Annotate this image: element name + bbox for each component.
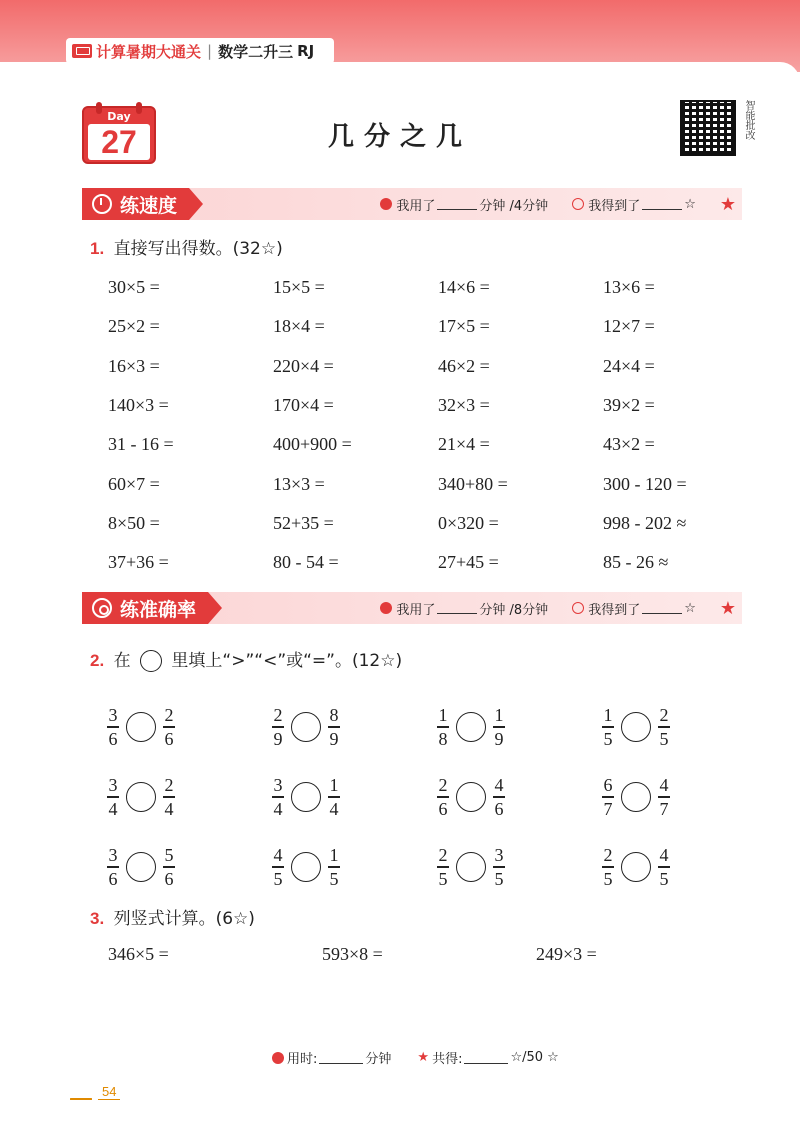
numerator: 2 xyxy=(164,705,174,726)
numerator: 3 xyxy=(108,775,118,796)
score-suffix: ☆ xyxy=(684,600,696,616)
fraction-bar xyxy=(602,726,614,728)
section-meta xyxy=(380,194,742,215)
denominator: 5 xyxy=(273,868,283,889)
arithmetic-item: 21×4 = xyxy=(438,434,490,455)
grade-label: 数学二升三 xyxy=(218,42,294,61)
fraction-compare-item xyxy=(601,832,766,902)
fraction-compare-item xyxy=(271,832,436,902)
question-number: 1. xyxy=(90,239,105,258)
flame-icon xyxy=(380,602,392,614)
qr-caption: 智能批改 xyxy=(743,100,754,140)
time-used-blank[interactable] xyxy=(437,198,477,210)
fraction xyxy=(162,845,176,889)
fraction xyxy=(492,705,506,749)
fraction-compare-item xyxy=(271,762,436,832)
fraction-bar xyxy=(602,866,614,868)
edition-label: RJ xyxy=(297,42,315,60)
denominator: 6 xyxy=(108,868,118,889)
question-text: 直接写出得数。(32☆) xyxy=(113,239,283,259)
fraction xyxy=(436,775,450,819)
denominator: 5 xyxy=(438,868,448,889)
target-icon xyxy=(92,598,112,618)
time-used-prefix: 我用了 xyxy=(396,602,436,618)
time-unit: 分钟 xyxy=(365,1052,392,1067)
numerator: 2 xyxy=(659,705,669,726)
fraction xyxy=(601,775,615,819)
fraction-bar xyxy=(272,796,284,798)
arithmetic-item: 60×7 = xyxy=(108,473,160,494)
footer-summary xyxy=(272,1048,559,1067)
arithmetic-item: 31 - 16 = xyxy=(108,434,174,455)
fraction-bar xyxy=(493,796,505,798)
time-used-prefix: 我用了 xyxy=(396,198,436,214)
denominator: 6 xyxy=(494,798,504,819)
fraction-compare-item xyxy=(601,692,766,762)
arithmetic-item: 0×320 = xyxy=(438,512,499,533)
denominator: 8 xyxy=(438,728,448,749)
clock-icon xyxy=(272,1052,284,1064)
arithmetic-item: 13×3 = xyxy=(273,473,325,494)
score-suffix: ☆ xyxy=(684,196,696,212)
fraction-compare-item xyxy=(436,762,601,832)
arithmetic-item: 998 - 202 ≈ xyxy=(603,512,687,533)
denominator: 4 xyxy=(273,798,283,819)
fraction xyxy=(436,705,450,749)
fraction-bar xyxy=(107,796,119,798)
fraction xyxy=(271,705,285,749)
answer-circle[interactable] xyxy=(621,712,651,742)
question-2-heading xyxy=(90,646,402,672)
question-number: 3. xyxy=(90,909,105,928)
arithmetic-item: 25×2 = xyxy=(108,316,160,337)
arithmetic-item: 39×2 = xyxy=(603,395,655,416)
fraction-compare-grid xyxy=(106,692,726,902)
fraction xyxy=(657,845,671,889)
fraction xyxy=(106,845,120,889)
fraction xyxy=(327,775,341,819)
fraction-compare-item xyxy=(436,692,601,762)
section-tab-speed xyxy=(82,188,189,220)
sun-icon xyxy=(70,1084,92,1100)
answer-circle[interactable] xyxy=(456,782,486,812)
page-title: 几分之几 xyxy=(327,122,472,152)
numerator: 1 xyxy=(329,845,339,866)
question-text-before: 在 xyxy=(113,651,131,671)
denominator: 9 xyxy=(329,728,339,749)
section-bar-speed xyxy=(82,188,742,220)
answer-circle[interactable] xyxy=(126,852,156,882)
denominator: 4 xyxy=(329,798,339,819)
fraction xyxy=(106,705,120,749)
answer-circle[interactable] xyxy=(126,782,156,812)
answer-circle[interactable] xyxy=(456,852,486,882)
arithmetic-item: 80 - 54 = xyxy=(273,552,339,573)
score-blank[interactable] xyxy=(642,602,682,614)
numerator: 1 xyxy=(494,705,504,726)
fraction xyxy=(162,775,176,819)
fraction-compare-item xyxy=(106,692,271,762)
arithmetic-item: 170×4 = xyxy=(273,395,334,416)
total-blank[interactable] xyxy=(464,1052,508,1064)
denominator: 5 xyxy=(659,728,669,749)
numerator: 4 xyxy=(494,775,504,796)
arithmetic-item: 14×6 = xyxy=(438,277,490,298)
section-meta xyxy=(380,598,742,619)
numerator: 5 xyxy=(164,845,174,866)
fraction-bar xyxy=(107,866,119,868)
denominator: 7 xyxy=(603,798,613,819)
arithmetic-item: 300 - 120 = xyxy=(603,473,687,494)
numerator: 3 xyxy=(494,845,504,866)
denominator: 5 xyxy=(603,868,613,889)
arithmetic-item: 15×5 = xyxy=(273,277,325,298)
fraction-compare-item xyxy=(436,832,601,902)
arithmetic-grid xyxy=(108,268,708,582)
fraction-bar xyxy=(328,796,340,798)
denominator: 5 xyxy=(659,868,669,889)
fraction xyxy=(657,705,671,749)
time-used xyxy=(380,195,548,214)
fraction-bar xyxy=(272,726,284,728)
answer-circle[interactable] xyxy=(291,852,321,882)
numerator: 4 xyxy=(659,775,669,796)
fraction-bar xyxy=(658,796,670,798)
page-number xyxy=(70,1084,120,1100)
arithmetic-item: 400+900 = xyxy=(273,434,352,455)
score-prefix: 我得到了 xyxy=(588,602,641,618)
numerator: 8 xyxy=(329,705,339,726)
time-used-suffix: 分钟 /8分钟 xyxy=(479,602,549,618)
answer-circle[interactable] xyxy=(621,852,651,882)
fraction xyxy=(162,705,176,749)
fraction xyxy=(271,845,285,889)
vertical-calc-item: 346×5 = xyxy=(108,944,169,964)
numerator: 2 xyxy=(273,705,283,726)
fraction-bar xyxy=(437,726,449,728)
arithmetic-item: 18×4 = xyxy=(273,316,325,337)
answer-circle[interactable] xyxy=(291,712,321,742)
denominator: 4 xyxy=(108,798,118,819)
fraction-bar xyxy=(163,726,175,728)
numerator: 1 xyxy=(438,705,448,726)
header-tag xyxy=(66,38,334,64)
flame-icon xyxy=(380,198,392,210)
fraction-bar xyxy=(163,796,175,798)
time-blank[interactable] xyxy=(319,1052,363,1064)
fraction xyxy=(492,845,506,889)
arithmetic-item: 17×5 = xyxy=(438,316,490,337)
numerator: 3 xyxy=(108,845,118,866)
book-icon xyxy=(72,44,92,58)
fraction xyxy=(271,775,285,819)
time-label: 用时: xyxy=(287,1052,318,1067)
fraction xyxy=(106,775,120,819)
numerator: 2 xyxy=(438,775,448,796)
fraction-compare-item xyxy=(271,692,436,762)
denominator: 5 xyxy=(329,868,339,889)
time-used-blank[interactable] xyxy=(437,602,477,614)
arithmetic-item: 43×2 = xyxy=(603,434,655,455)
day-label: Day xyxy=(107,110,131,123)
section-bar-accuracy xyxy=(82,592,742,624)
day-number: 27 xyxy=(88,124,150,160)
question-1-heading xyxy=(90,234,283,259)
arithmetic-item: 220×4 = xyxy=(273,355,334,376)
score-earned xyxy=(572,195,696,214)
fraction-bar xyxy=(493,726,505,728)
denominator: 6 xyxy=(108,728,118,749)
arithmetic-item: 140×3 = xyxy=(108,395,169,416)
numerator: 1 xyxy=(329,775,339,796)
denominator: 6 xyxy=(438,798,448,819)
numerator: 1 xyxy=(603,705,613,726)
star-icon: ★ xyxy=(719,597,736,619)
stopwatch-icon xyxy=(92,194,112,214)
question-number: 2. xyxy=(90,651,105,670)
check-icon xyxy=(572,602,584,614)
numerator: 6 xyxy=(603,775,613,796)
answer-circle[interactable] xyxy=(621,782,651,812)
fraction-bar xyxy=(163,866,175,868)
fraction-bar xyxy=(328,726,340,728)
arithmetic-item: 52+35 = xyxy=(273,512,334,533)
score-prefix: 我得到了 xyxy=(588,198,641,214)
denominator: 5 xyxy=(494,868,504,889)
fraction-compare-item xyxy=(106,832,271,902)
fraction-bar xyxy=(437,866,449,868)
arithmetic-item: 85 - 26 ≈ xyxy=(603,552,669,573)
fraction xyxy=(327,705,341,749)
fraction-bar xyxy=(658,866,670,868)
numerator: 2 xyxy=(438,845,448,866)
arithmetic-item: 24×4 = xyxy=(603,355,655,376)
section-name: 练准确率 xyxy=(120,598,197,621)
series-title: 计算暑期大通关 xyxy=(96,42,202,61)
answer-circle[interactable] xyxy=(456,712,486,742)
arithmetic-item: 13×6 = xyxy=(603,277,655,298)
fraction-bar xyxy=(658,726,670,728)
arithmetic-item: 30×5 = xyxy=(108,277,160,298)
total-suffix: ☆/50 ☆ xyxy=(510,1050,559,1065)
numerator: 2 xyxy=(603,845,613,866)
fraction xyxy=(436,845,450,889)
denominator: 9 xyxy=(273,728,283,749)
fraction-bar xyxy=(493,866,505,868)
fraction xyxy=(601,705,615,749)
arithmetic-item: 340+80 = xyxy=(438,473,508,494)
arithmetic-item: 32×3 = xyxy=(438,395,490,416)
arithmetic-item: 12×7 = xyxy=(603,316,655,337)
arithmetic-item: 8×50 = xyxy=(108,512,160,533)
answer-circle[interactable] xyxy=(126,712,156,742)
denominator: 9 xyxy=(494,728,504,749)
numerator: 3 xyxy=(108,705,118,726)
header-curve xyxy=(0,62,800,82)
vertical-calc-item: 593×8 = xyxy=(322,944,383,964)
numerator: 3 xyxy=(273,775,283,796)
section-name: 练速度 xyxy=(120,194,178,217)
fraction-bar xyxy=(602,796,614,798)
fraction xyxy=(492,775,506,819)
arithmetic-item: 46×2 = xyxy=(438,355,490,376)
fraction-bar xyxy=(437,796,449,798)
fraction-bar xyxy=(328,866,340,868)
star-icon: ★ xyxy=(417,1050,430,1065)
denominator: 6 xyxy=(164,868,174,889)
arithmetic-item: 16×3 = xyxy=(108,355,160,376)
question-text-after: 里填上“>”“<”或“=”。(12☆) xyxy=(171,651,403,671)
arithmetic-item: 27+45 = xyxy=(438,552,499,573)
fraction xyxy=(327,845,341,889)
fraction xyxy=(601,845,615,889)
time-used-suffix: 分钟 /4分钟 xyxy=(479,198,549,214)
answer-circle[interactable] xyxy=(291,782,321,812)
denominator: 6 xyxy=(164,728,174,749)
fraction-bar xyxy=(107,726,119,728)
total-label: 共得: xyxy=(432,1052,463,1067)
score-earned xyxy=(572,599,696,618)
numerator: 2 xyxy=(164,775,174,796)
qr-code[interactable] xyxy=(680,100,736,156)
check-icon xyxy=(572,198,584,210)
section-tab-accuracy xyxy=(82,592,208,624)
numerator: 4 xyxy=(273,845,283,866)
question-text: 列竖式计算。(6☆) xyxy=(113,909,255,929)
fraction-compare-item xyxy=(106,762,271,832)
denominator: 7 xyxy=(659,798,669,819)
denominator: 4 xyxy=(164,798,174,819)
day-badge xyxy=(82,106,156,164)
score-blank[interactable] xyxy=(642,198,682,210)
arithmetic-item: 37+36 = xyxy=(108,552,169,573)
time-used xyxy=(380,599,548,618)
fraction xyxy=(657,775,671,819)
page-number-text: 54 xyxy=(98,1084,120,1100)
header-separator: | xyxy=(207,42,213,60)
fraction-bar xyxy=(272,866,284,868)
fraction-compare-item xyxy=(601,762,766,832)
denominator: 5 xyxy=(603,728,613,749)
star-icon: ★ xyxy=(719,193,736,215)
numerator: 4 xyxy=(659,845,669,866)
vertical-calc-item: 249×3 = xyxy=(536,944,597,964)
question-3-heading xyxy=(90,904,255,929)
circle-icon xyxy=(140,650,162,672)
